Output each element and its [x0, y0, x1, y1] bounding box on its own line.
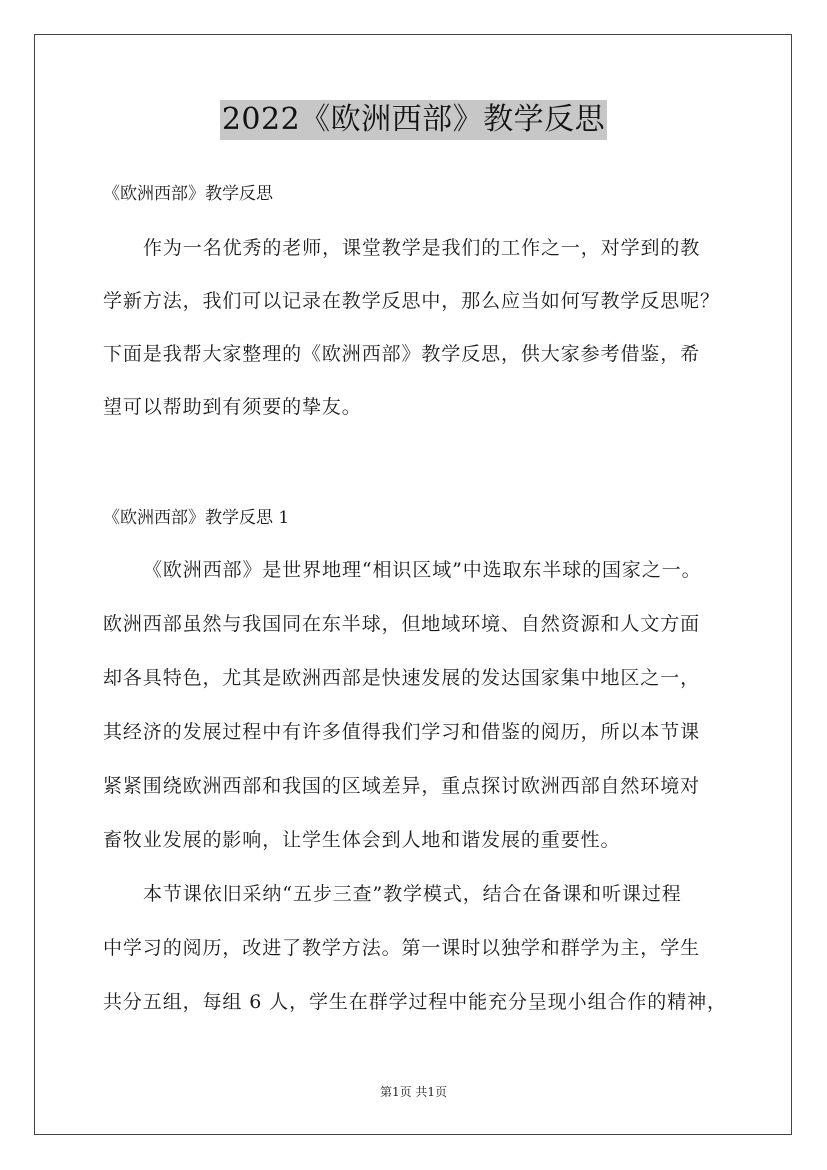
- paragraph-1-line: 《欧洲西部》是世界地理“相识区域”中选取东半球的国家之一。: [143, 559, 702, 581]
- section-heading-intro: 《欧洲西部》教学反思: [103, 184, 273, 204]
- section-heading-reflection-1: 《欧洲西部》教学反思 1: [103, 508, 290, 528]
- title-wrap: [0, 100, 827, 140]
- paragraph-2-line: 中学习的阅历，改进了教学方法。第一课时以独学和群学为主，学生: [103, 937, 701, 959]
- paragraph-2-line: 本节课依旧采纳“五步三查”教学模式，结合在备课和听课过程: [143, 883, 682, 905]
- paragraph-2-line: 共分五组，每组 6 人，学生在群学过程中能充分呈现小组合作的精神，: [103, 991, 727, 1013]
- page-footer: 第1页 共1页: [379, 1085, 448, 1099]
- intro-line: 下面是我帮大家整理的《欧洲西部》教学反思，供大家参考借鉴，希: [103, 343, 701, 365]
- intro-line: 望可以帮助到有须要的挚友。: [103, 396, 362, 418]
- intro-line: 学新方法，我们可以记录在教学反思中，那么应当如何写教学反思呢？: [103, 290, 720, 312]
- intro-line: 作为一名优秀的老师，课堂教学是我们的工作之一，对学到的教: [143, 237, 701, 259]
- paragraph-1-line: 畜牧业发展的影响，让学生体会到人地和谐发展的重要性。: [103, 829, 621, 851]
- paragraph-1-line: 却各具特色，尤其是欧洲西部是快速发展的发达国家集中地区之一，: [103, 667, 701, 689]
- paragraph-1-line: 欧洲西部虽然与我国同在东半球，但地域环境、自然资源和人文方面: [103, 613, 701, 635]
- document-title: 2022《欧洲西部》教学反思: [220, 100, 607, 140]
- paragraph-1-line: 紧紧围绕欧洲西部和我国的区域差异，重点探讨欧洲西部自然环境对: [103, 775, 701, 797]
- paragraph-1-line: 其经济的发展过程中有许多值得我们学习和借鉴的阅历，所以本节课: [103, 721, 701, 743]
